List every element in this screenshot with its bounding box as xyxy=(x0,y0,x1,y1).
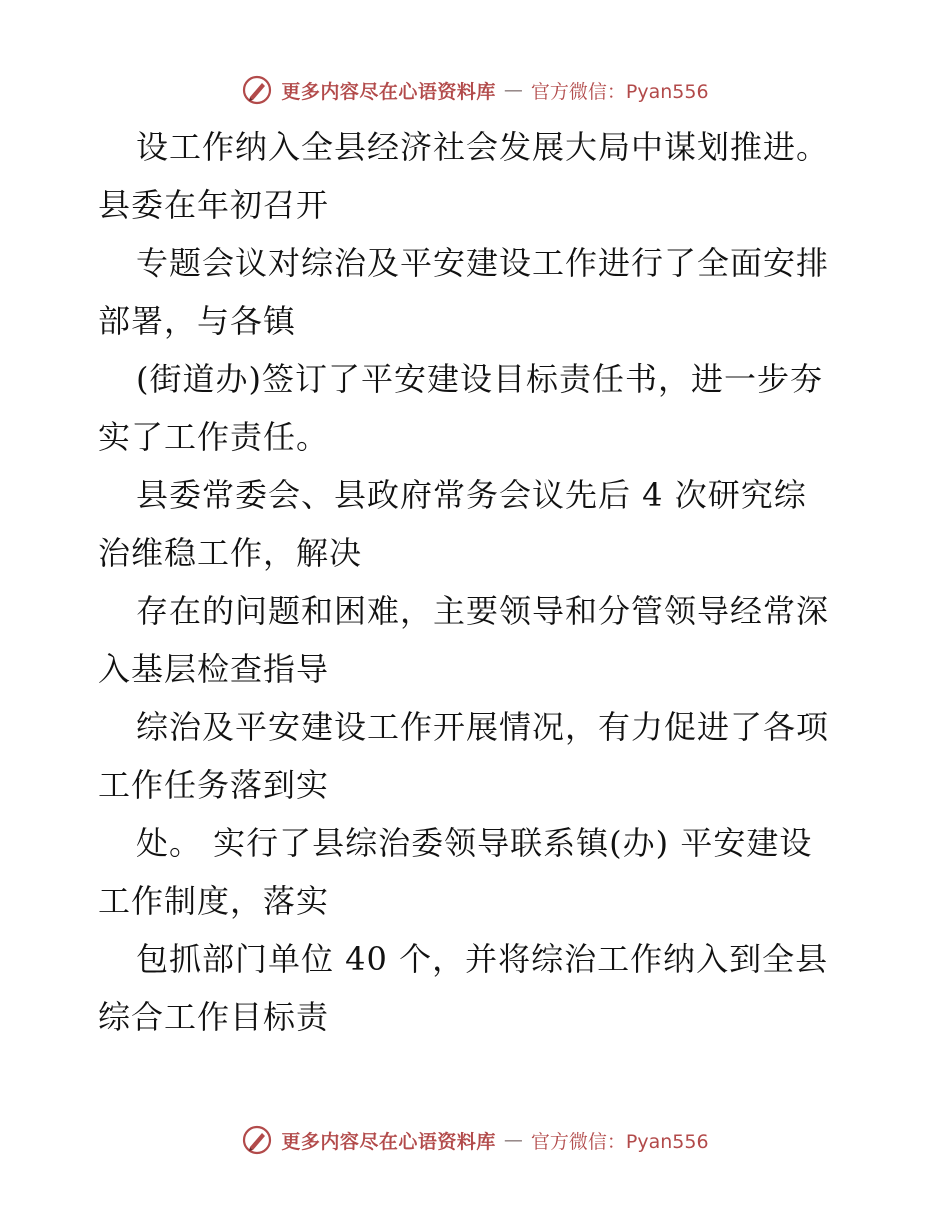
body-line: 治维稳工作，解决 xyxy=(98,534,363,572)
body-line: 工作任务落到实 xyxy=(98,766,330,804)
body-line: 实了工作责任。 xyxy=(98,418,330,456)
pen-logo-icon xyxy=(241,74,273,106)
body-line: 综合工作目标责 xyxy=(98,998,330,1036)
header-watermark xyxy=(0,70,950,110)
pen-logo-icon xyxy=(241,1124,273,1156)
body-line: 综治及平安建设工作开展情况，有力促进了各项 xyxy=(136,708,830,746)
body-line: 入基层检查指导 xyxy=(98,650,330,688)
body-line: 设工作纳入全县经济社会发展大局中谋划推进。 xyxy=(136,128,830,166)
body-line: 专题会议对综治及平安建设工作进行了全面安排 xyxy=(136,244,830,282)
body-line: 存在的问题和困难，主要领导和分管领导经常深 xyxy=(136,592,830,630)
watermark-contact: 官方微信：Pyan556 xyxy=(530,80,709,103)
body-line: 处。 实行了县综治委领导联系镇(办) 平安建设 xyxy=(136,824,813,862)
footer-watermark xyxy=(0,1120,950,1160)
watermark-separator: — xyxy=(503,79,523,101)
body-line: 包抓部门单位 40 个，并将综治工作纳入到全县 xyxy=(136,940,829,978)
body-line: (街道办)签订了平安建设目标责任书，进一步夯 xyxy=(136,360,823,398)
document-body xyxy=(98,118,858,1046)
body-line: 部署，与各镇 xyxy=(98,302,297,340)
body-line: 工作制度，落实 xyxy=(98,882,330,920)
watermark-text: 更多内容尽在心语资料库 xyxy=(281,1130,496,1153)
watermark-text: 更多内容尽在心语资料库 xyxy=(281,80,496,103)
body-line: 县委在年初召开 xyxy=(98,186,330,224)
watermark-separator: — xyxy=(503,1129,523,1151)
body-line: 县委常委会、县政府常务会议先后 4 次研究综 xyxy=(136,476,807,514)
watermark-contact: 官方微信：Pyan556 xyxy=(530,1130,709,1153)
